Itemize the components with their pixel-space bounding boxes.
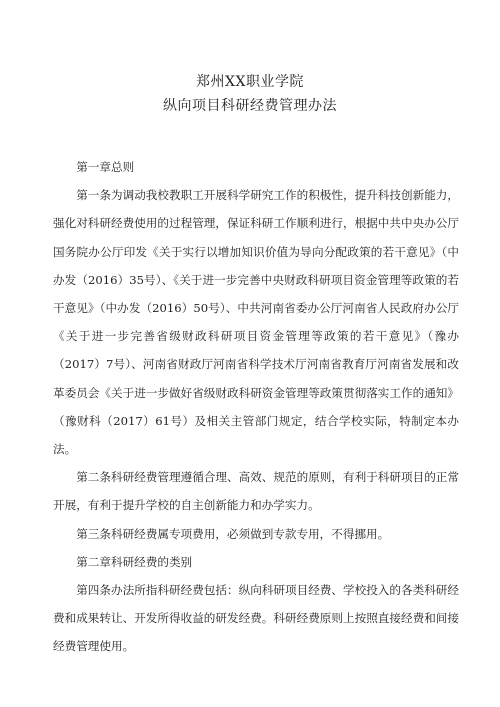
chapter-heading: 第二章科研经费的类别 (76, 554, 193, 569)
article-paragraph: 第二条科研经费管理遵循合理、高效、规范的原则，有利于科研项目的正常开展，有利于提升学校的自主创新能力和办学实力。 (53, 470, 459, 513)
article-paragraph: 第三条科研经费属专项费用，必须做到专款专用，不得挪用。 (76, 526, 390, 541)
chapter-heading: 第一章总则 (76, 160, 135, 174)
article-paragraph: 第一条为调动我校教职工开展科学研究工作的积极性，提升科技创新能力，强化对科研经费使用的过程管理，保证科研工作顺利进行，根据中共中央办公厅国务院办公厅印发《关于实行以增加知识价值为导向分配政策的若干意见》（中办发（2016）35号）、《关于进一步完善中央财政科研项目资金管理等政策的若干意见》（中办发（2016）50号）、中共河南省委办公厅河南省人民政府办公厅《关于进一步完善省级财政科研项目资金管理等政策的若干意见》（豫办（2017）7号）、河南省财政厅河南省科学技术厅河南省教育厅河南省发展和改革委员会《关于进一步做好省级财政科研资金管理等政策贯彻落实工作的通知》（豫财科（2017）61号）及相关主管部门规定，结合学校实际，特制定本办法。 (53, 188, 459, 457)
document-body (53, 153, 459, 661)
document-main-title: 纵向项目科研经费管理办法 (163, 98, 337, 114)
article-paragraph: 第四条办法所指科研经费包括：纵向科研项目经费、学校投入的各类科研经费和成果转让、开发所得收益的研发经费。科研经费原则上按照直接经费和间接经费管理使用。 (53, 583, 459, 654)
document-institution-title: 郑州XX职业学院 (196, 74, 304, 90)
